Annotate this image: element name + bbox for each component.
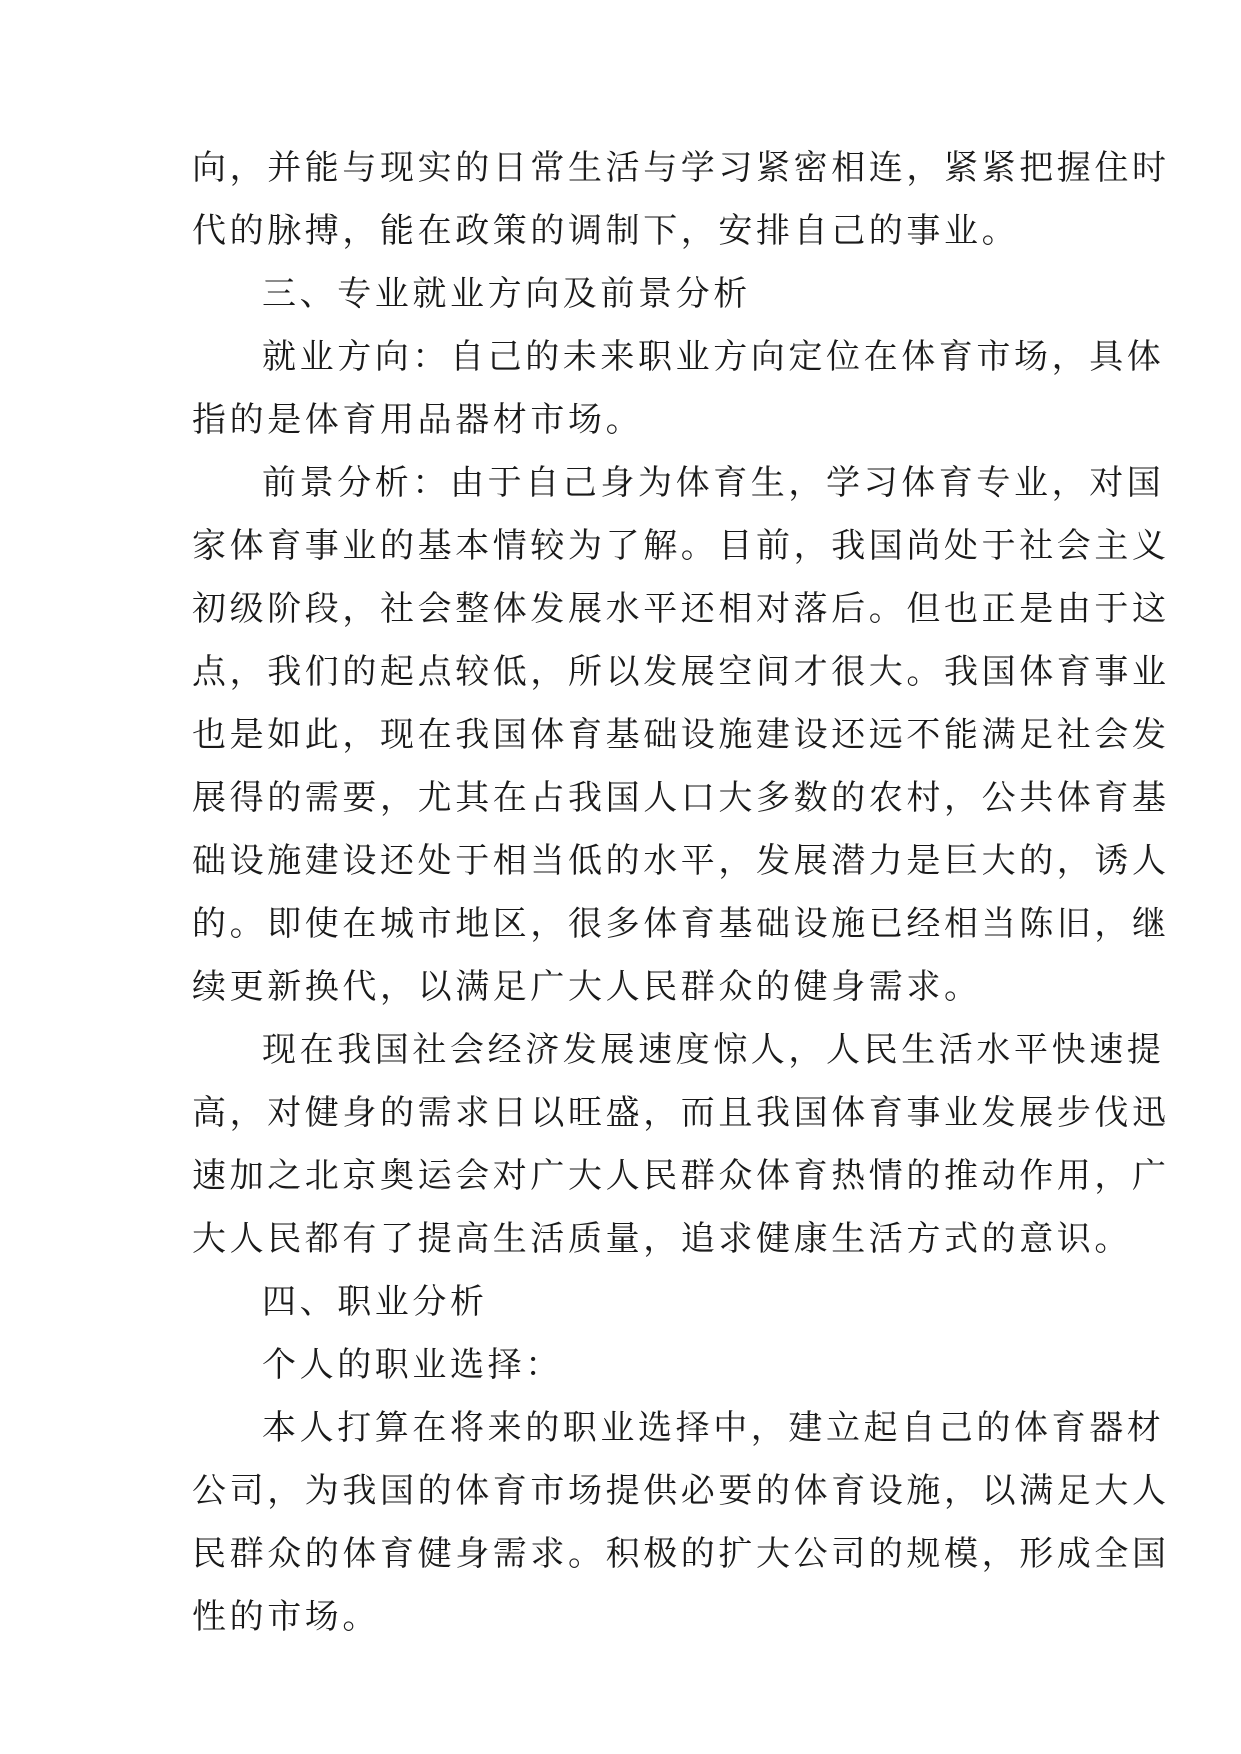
section-heading-four bbox=[192, 1271, 1058, 1334]
paragraph-prospect-analysis bbox=[192, 452, 1170, 1019]
text-line: 性的市场。 bbox=[192, 1597, 380, 1637]
text-line: 点，我们的起点较低，所以发展空间才很大。我国体育事业 bbox=[192, 652, 1170, 692]
paragraph-employment-direction bbox=[192, 326, 1165, 452]
text-line: 民群众的体育健身需求。积极的扩大公司的规模，形成全国 bbox=[192, 1534, 1170, 1574]
text-line: 前景分析：由于自己身为体育生，学习体育专业，对国 bbox=[262, 463, 1165, 503]
paragraph-career-plan bbox=[192, 1397, 1170, 1649]
text-line: 代的脉搏，能在政策的调制下，安排自己的事业。 bbox=[192, 211, 1020, 251]
text-line: 速加之北京奥运会对广大人民群众体育热情的推动作用，广 bbox=[192, 1156, 1170, 1196]
text-line: 公司，为我国的体育市场提供必要的体育设施，以满足大人 bbox=[192, 1471, 1170, 1511]
text-line: 就业方向：自己的未来职业方向定位在体育市场，具体 bbox=[262, 337, 1165, 377]
section-heading-three bbox=[192, 263, 1058, 326]
text-line: 家体育事业的基本情较为了解。目前，我国尚处于社会主义 bbox=[192, 526, 1170, 566]
subheading-text: 个人的职业选择： bbox=[262, 1345, 563, 1385]
heading-text: 三、专业就业方向及前景分析 bbox=[262, 274, 751, 314]
text-line: 也是如此，现在我国体育基础设施建设还远不能满足社会发 bbox=[192, 715, 1170, 755]
text-line: 本人打算在将来的职业选择中，建立起自己的体育器材 bbox=[262, 1408, 1165, 1448]
text-line: 向，并能与现实的日常生活与学习紧密相连，紧紧把握住时 bbox=[192, 148, 1170, 188]
heading-text: 四、职业分析 bbox=[262, 1282, 488, 1322]
paragraph-continuation bbox=[192, 137, 1170, 263]
text-line: 的。即使在城市地区，很多体育基础设施已经相当陈旧，继 bbox=[192, 904, 1170, 944]
paragraph-economic-development bbox=[192, 1019, 1170, 1271]
text-line: 续更新换代，以满足广大人民群众的健身需求。 bbox=[192, 967, 982, 1007]
text-line: 高，对健身的需求日以旺盛，而且我国体育事业发展步伐迅 bbox=[192, 1093, 1170, 1133]
text-line: 展得的需要，尤其在占我国人口大多数的农村，公共体育基 bbox=[192, 778, 1170, 818]
text-line: 大人民都有了提高生活质量，追求健康生活方式的意识。 bbox=[192, 1219, 1132, 1259]
document-page bbox=[192, 137, 1170, 1649]
text-line: 础设施建设还处于相当低的水平，发展潜力是巨大的，诱人 bbox=[192, 841, 1170, 881]
text-line: 指的是体育用品器材市场。 bbox=[192, 400, 644, 440]
text-line: 现在我国社会经济发展速度惊人，人民生活水平快速提 bbox=[262, 1030, 1165, 1070]
text-line: 初级阶段，社会整体发展水平还相对落后。但也正是由于这 bbox=[192, 589, 1170, 629]
subheading-career-choice bbox=[192, 1334, 1058, 1397]
